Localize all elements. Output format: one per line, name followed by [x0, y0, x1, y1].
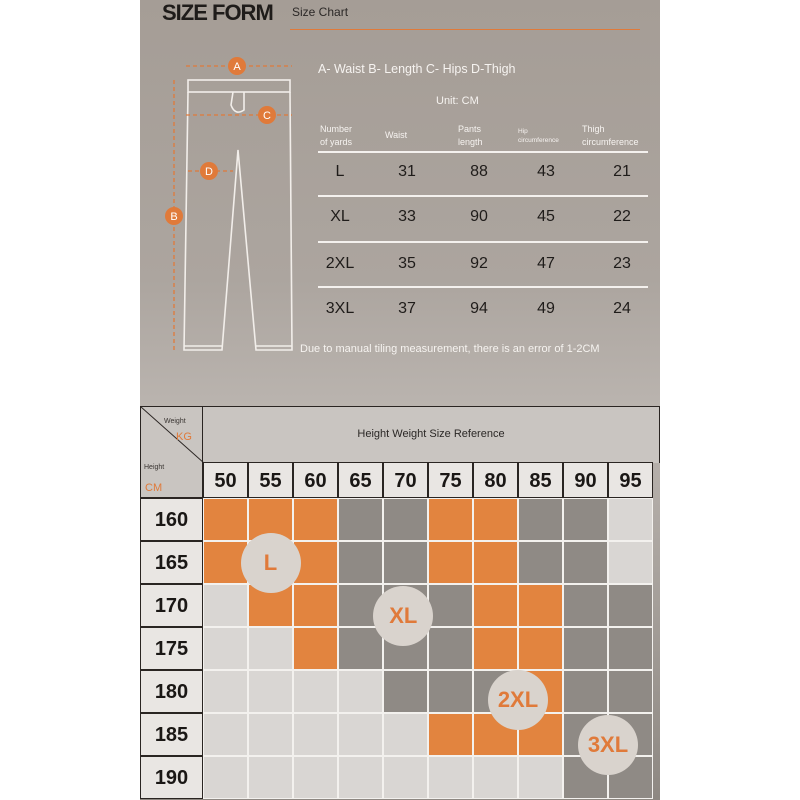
grid-cell	[338, 670, 383, 713]
table-cell: 35	[398, 255, 416, 272]
table-cell: 24	[613, 300, 631, 317]
size-badge: L	[241, 533, 301, 593]
page-subtitle: Size Chart	[292, 5, 349, 19]
size-badge: XL	[373, 586, 433, 646]
height-row-header: 190	[140, 756, 203, 799]
table-cell: L	[335, 163, 345, 180]
table-header-text: Pants	[458, 124, 482, 134]
grid-cell	[338, 756, 383, 799]
grid-cell	[428, 584, 473, 627]
grid-cell	[473, 756, 518, 799]
grid-cell	[383, 541, 428, 584]
weight-column-header: 85	[518, 462, 563, 498]
pants-fly	[231, 92, 244, 112]
grid-cell	[338, 541, 383, 584]
table-cell: XL	[330, 208, 350, 225]
grid-cell	[608, 541, 653, 584]
height-row-header: 185	[140, 713, 203, 756]
grid-cell	[563, 670, 608, 713]
grid-cell	[428, 541, 473, 584]
grid-cell	[428, 627, 473, 670]
table-cell: 47	[537, 255, 555, 272]
table-cell: 22	[613, 208, 631, 225]
height-row-header: 180	[140, 670, 203, 713]
table-row-divider	[318, 195, 648, 197]
height-label: Height	[144, 464, 165, 471]
table-cell: 49	[537, 300, 555, 317]
grid-cell	[293, 670, 338, 713]
grid-cell	[563, 541, 608, 584]
table-header-text: circumference	[582, 137, 639, 147]
diagram-label-a: A	[233, 61, 241, 73]
table-cell: 43	[537, 163, 555, 180]
grid-cell	[473, 627, 518, 670]
table-header-cell	[458, 123, 483, 149]
grid-cell	[428, 756, 473, 799]
height-row-header: 165	[140, 541, 203, 584]
table-cell: 90	[470, 208, 488, 225]
table-cell: 37	[398, 300, 416, 317]
grid-cell	[293, 713, 338, 756]
grid-cell	[248, 713, 293, 756]
grid-cell	[563, 584, 608, 627]
grid-cell	[428, 498, 473, 541]
grid-cell	[338, 627, 383, 670]
height-row-header: 160	[140, 498, 203, 541]
grid-cell	[608, 627, 653, 670]
grid-cell	[518, 756, 563, 799]
pants-outline	[184, 92, 292, 350]
table-cell: 33	[398, 208, 416, 225]
grid-cell	[338, 713, 383, 756]
header-divider	[290, 29, 640, 30]
table-cell: 92	[470, 255, 488, 272]
weight-column-header: 50	[203, 462, 248, 498]
grid-cell	[563, 627, 608, 670]
table-cell: 94	[470, 300, 488, 317]
pants-diagram	[140, 0, 300, 360]
table-row-divider	[318, 151, 648, 153]
diagram-label-c: C	[263, 110, 271, 122]
weight-column-header: 70	[383, 462, 428, 498]
diagram-label-b: B	[170, 211, 178, 223]
table-header-cell	[518, 127, 559, 145]
grid-cell	[338, 498, 383, 541]
unit-label: Unit: CM	[436, 95, 479, 107]
grid-cell	[608, 670, 653, 713]
grid-cell	[203, 584, 248, 627]
table-header-text: Number	[320, 124, 353, 134]
table-header-text: of yards	[320, 137, 353, 147]
grid-cell	[518, 498, 563, 541]
grid-cell	[203, 627, 248, 670]
grid-cell	[203, 498, 248, 541]
height-row-header: 170	[140, 584, 203, 627]
table-row-divider	[318, 286, 648, 288]
grid-cell	[428, 670, 473, 713]
height-unit: CM	[145, 482, 163, 494]
size-badge: 2XL	[488, 670, 548, 730]
grid-cell	[428, 713, 473, 756]
grid-cell	[518, 541, 563, 584]
height-weight-grid	[140, 406, 660, 800]
table-header-cell	[320, 123, 352, 149]
grid-cell	[203, 713, 248, 756]
weight-column-header: 75	[428, 462, 473, 498]
diagram-label-d: D	[205, 166, 213, 178]
weight-column-header: 80	[473, 462, 518, 498]
page-title: SIZE FORM	[162, 0, 273, 25]
table-header-text: Hip	[518, 128, 528, 135]
table-cell: 88	[470, 163, 488, 180]
measurement-legend: A- Waist B- Length C- Hips D-Thigh	[318, 62, 516, 76]
grid-cell	[473, 498, 518, 541]
weight-label: Weight	[164, 418, 186, 425]
weight-column-header: 65	[338, 462, 383, 498]
grid-cell	[248, 670, 293, 713]
weight-unit: KG	[176, 431, 192, 443]
grid-cell	[518, 627, 563, 670]
table-cell: 23	[613, 255, 631, 272]
weight-column-header: 95	[608, 462, 653, 498]
weight-column-header: 60	[293, 462, 338, 498]
grid-cell	[608, 498, 653, 541]
table-header-text: Thigh	[582, 124, 605, 134]
grid-cell	[203, 670, 248, 713]
table-header-cell	[385, 129, 407, 142]
table-row-divider	[318, 241, 648, 243]
grid-cell	[383, 713, 428, 756]
grid-cell	[383, 670, 428, 713]
size-badge: 3XL	[578, 715, 638, 775]
grid-cell	[293, 756, 338, 799]
grid-cell	[203, 756, 248, 799]
reference-title: Height Weight Size Reference	[357, 428, 505, 440]
grid-cell	[293, 498, 338, 541]
grid-cell	[563, 498, 608, 541]
grid-cell	[473, 541, 518, 584]
grid-cell	[383, 498, 428, 541]
weight-column-header: 55	[248, 462, 293, 498]
grid-cell	[608, 584, 653, 627]
grid-cell	[248, 627, 293, 670]
pants-waistband	[188, 80, 290, 92]
table-header-text: circumference	[518, 137, 559, 144]
table-header-cell	[582, 123, 639, 149]
grid-cell	[293, 584, 338, 627]
grid-cell	[293, 627, 338, 670]
table-cell: 3XL	[325, 300, 355, 317]
weight-column-header: 90	[563, 462, 608, 498]
table-header-text: Waist	[385, 130, 408, 140]
size-chart-page	[140, 0, 660, 800]
grid-cell	[383, 756, 428, 799]
table-header-text: length	[458, 137, 483, 147]
grid-cell	[248, 756, 293, 799]
height-row-header: 175	[140, 627, 203, 670]
grid-cell	[473, 584, 518, 627]
table-cell: 2XL	[325, 255, 355, 272]
grid-cell	[518, 584, 563, 627]
table-cell: 45	[537, 208, 555, 225]
table-cell: 21	[613, 163, 631, 180]
table-cell: 31	[398, 163, 416, 180]
measurement-note: Due to manual tiling measurement, there is an error of 1-2CM	[300, 343, 600, 355]
